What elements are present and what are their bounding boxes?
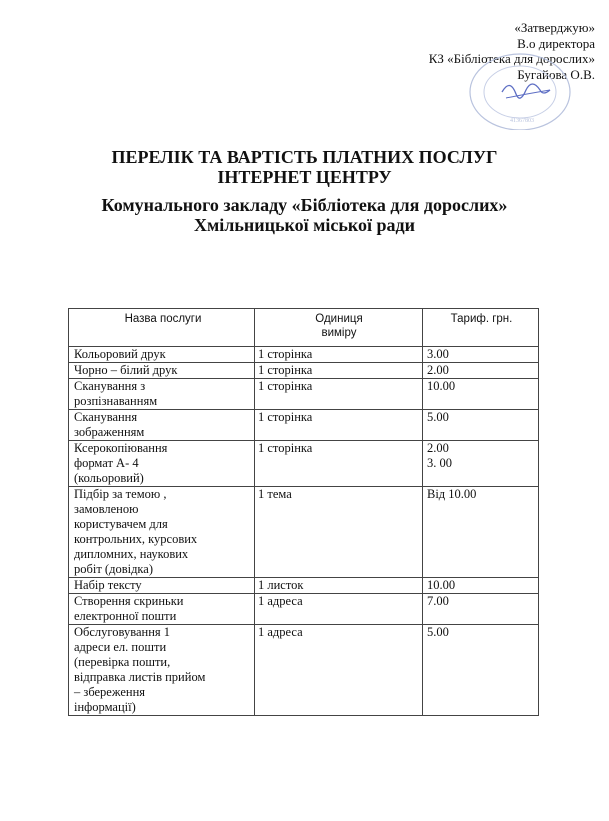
table-row <box>69 594 539 625</box>
approval-institution: КЗ «Бібліотека для дорослих» <box>428 51 595 66</box>
svg-text:41367803: 41367803 <box>510 118 534 124</box>
table-row <box>69 347 539 363</box>
price-table <box>68 308 539 716</box>
unit-cell: 1 сторінка <box>255 347 423 363</box>
service-cell: Набір тексту <box>69 578 255 594</box>
unit-cell: 1 сторінка <box>255 441 423 487</box>
header-unit: Одиниця виміру <box>255 309 423 347</box>
price-cell: 5.00 <box>423 410 539 441</box>
price-cell: Від 10.00 <box>423 487 539 578</box>
table-row <box>69 578 539 594</box>
table-row <box>69 487 539 578</box>
document-title-line-3: Комунального закладу «Бібліотека для дорослих» <box>101 195 508 215</box>
price-cell: 10.00 <box>423 379 539 410</box>
table-row <box>69 441 539 487</box>
table-row <box>69 379 539 410</box>
price-cell: 2.00 3. 00 <box>423 441 539 487</box>
service-cell: Сканування з розпізнаванням <box>69 379 255 410</box>
price-cell: 5.00 <box>423 625 539 716</box>
document-title-line-4: Хмільницької міської ради <box>193 215 416 235</box>
unit-cell: 1 адреса <box>255 594 423 625</box>
unit-cell: 1 сторінка <box>255 379 423 410</box>
service-cell: Сканування зображенням <box>69 410 255 441</box>
approval-name: Бугайова О.В. <box>517 66 595 82</box>
header-service: Назва послуги <box>69 309 255 347</box>
unit-cell: 1 тема <box>255 487 423 578</box>
unit-cell: 1 листок <box>255 578 423 594</box>
price-cell: 7.00 <box>423 594 539 625</box>
service-cell: Створення скриньки електронної пошти <box>69 594 255 625</box>
table-row <box>69 625 539 716</box>
table-row <box>69 363 539 379</box>
approval-position: В.о директора <box>517 35 595 51</box>
service-cell: Ксерокопіювання формат А- 4 (кольоровий) <box>69 441 255 487</box>
unit-cell: 1 адреса <box>255 625 423 716</box>
header-price: Тариф. грн. <box>423 309 539 347</box>
table-header-row <box>69 309 539 347</box>
service-cell: Обслуговування 1 адреси ел. пошти (перевірка пошти, відправка листів прийом – збереження інформації) <box>69 625 255 716</box>
approval-line: «Затверджую» <box>514 20 595 35</box>
price-cell: 10.00 <box>423 578 539 594</box>
table-row <box>69 410 539 441</box>
service-cell: Підбір за темою , замовленою користувачем для контрольних, курсових дипломних, наукових робіт (довідка) <box>69 487 255 578</box>
document-title-line-2: ІНТЕРНЕТ ЦЕНТРУ <box>217 167 392 187</box>
price-cell: 3.00 <box>423 347 539 363</box>
seal-stamp <box>462 52 582 130</box>
unit-cell: 1 сторінка <box>255 410 423 441</box>
price-cell: 2.00 <box>423 363 539 379</box>
unit-cell: 1 сторінка <box>255 363 423 379</box>
service-cell: Кольоровий друк <box>69 347 255 363</box>
document-title-line-1: ПЕРЕЛІК ТА ВАРТІСТЬ ПЛАТНИХ ПОСЛУГ <box>111 147 498 167</box>
service-cell: Чорно – білий друк <box>69 363 255 379</box>
